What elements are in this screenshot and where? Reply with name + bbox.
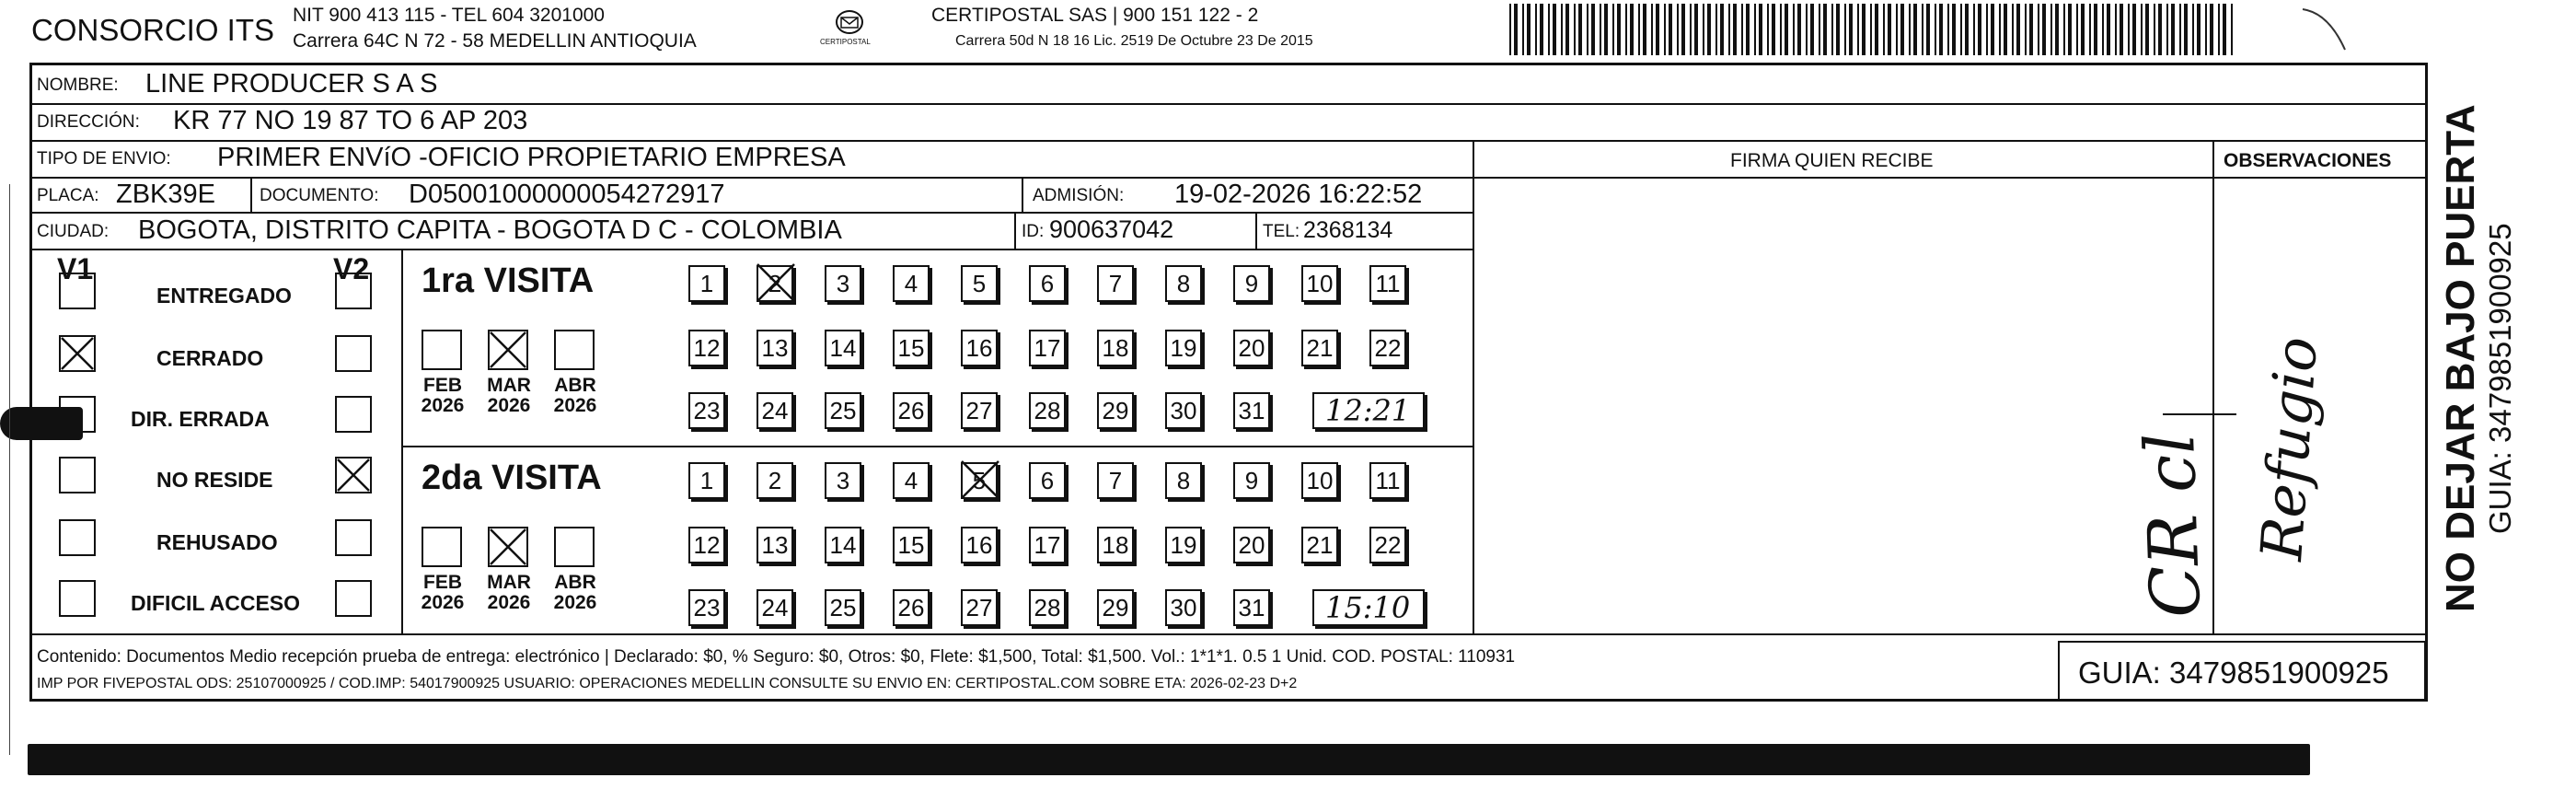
month-label — [410, 573, 475, 613]
day-box[interactable]: 15 — [893, 330, 930, 366]
corner-mark — [2301, 4, 2356, 59]
v2-check-mark — [335, 457, 372, 493]
day-box[interactable]: 31 — [1233, 589, 1270, 626]
month-year: 2026 — [553, 395, 597, 417]
day-box[interactable]: 25 — [825, 589, 861, 626]
nombre-value: LINE PRODUCER S A S — [145, 69, 438, 99]
month-label — [410, 376, 475, 416]
day-box[interactable]: 3 — [825, 462, 861, 499]
day-box[interactable]: 19 — [1165, 330, 1202, 366]
visit-title: 2da VISITA — [422, 459, 602, 497]
company-name: CONSORCIO ITS — [31, 13, 275, 47]
day-box[interactable]: 16 — [961, 527, 998, 563]
month-year: 2026 — [421, 395, 465, 417]
scan-edge-bottom — [28, 744, 2310, 775]
month-checkbox-feb[interactable] — [422, 527, 462, 567]
day-box[interactable]: 19 — [1165, 527, 1202, 563]
day-box[interactable]: 29 — [1097, 392, 1134, 429]
day-box[interactable]: 20 — [1233, 527, 1270, 563]
visit-time: 15:10 — [1325, 590, 1411, 625]
guia-box-text: GUIA: 3479851900925 — [2078, 656, 2389, 690]
day-box[interactable]: 2 — [757, 265, 793, 302]
day-box[interactable]: 10 — [1301, 265, 1338, 302]
day-box[interactable]: 9 — [1233, 462, 1270, 499]
month-name: FEB — [423, 375, 462, 396]
status-label: NO RESIDE — [156, 468, 273, 492]
day-box[interactable]: 22 — [1369, 527, 1406, 563]
day-box[interactable]: 16 — [961, 330, 998, 366]
v2-header: V2 — [333, 252, 370, 285]
v2-checkbox-1[interactable] — [335, 335, 372, 372]
day-check-mark — [755, 261, 797, 304]
day-box[interactable]: 22 — [1369, 330, 1406, 366]
day-box[interactable]: 18 — [1097, 330, 1134, 366]
month-checkbox-feb[interactable] — [422, 330, 462, 370]
observacion-handwriting — [2227, 276, 2328, 589]
barcode — [1509, 4, 2236, 55]
v1-checkbox-4[interactable] — [59, 519, 96, 556]
month-name: ABR — [554, 572, 596, 593]
placa-value: ZBK39E — [116, 180, 215, 209]
day-check-mark — [959, 459, 1001, 501]
admision-label: ADMISIÓN: — [1033, 186, 1125, 205]
status-label: CERRADO — [156, 346, 264, 370]
day-box[interactable]: 24 — [757, 392, 793, 429]
month-name: MAR — [487, 375, 531, 396]
company-address: Carrera 64C N 72 - 58 MEDELLIN ANTIOQUIA — [293, 30, 697, 52]
v1-header: V1 — [57, 252, 94, 285]
day-box[interactable]: 23 — [688, 589, 725, 626]
logo-text: CERTIPOSTAL — [820, 38, 871, 46]
day-box[interactable]: 25 — [825, 392, 861, 429]
day-box[interactable]: 5 — [961, 265, 998, 302]
day-box[interactable]: 29 — [1097, 589, 1134, 626]
status-label: REHUSADO — [156, 530, 278, 554]
day-box[interactable]: 8 — [1165, 265, 1202, 302]
footer-line2: IMP POR FIVEPOSTAL ODS: 25107000925 / COD.IMP: 54017900925 USUARIO: OPERACIONES MEDELLIN CONSULTE SU ENVIO EN: CERTIPOSTAL.COM SOBRE ETA: 2026-02-23 D+2 — [37, 676, 1298, 691]
day-box[interactable]: 31 — [1233, 392, 1270, 429]
day-box[interactable]: 13 — [757, 330, 793, 366]
scan-edge-left — [9, 184, 10, 755]
scan-edge-left-mark — [0, 407, 83, 440]
v1-checkbox-3[interactable] — [59, 457, 96, 493]
status-label: DIFICIL ACCESO — [131, 591, 301, 615]
placa-label: PLACA: — [37, 186, 99, 205]
month-label — [477, 376, 541, 416]
v1-checkbox-5[interactable] — [59, 580, 96, 617]
day-box[interactable]: 7 — [1097, 265, 1134, 302]
v1-check-mark — [59, 335, 96, 372]
day-box[interactable]: 24 — [757, 589, 793, 626]
day-box[interactable]: 27 — [961, 589, 998, 626]
month-label — [477, 573, 541, 613]
day-box[interactable]: 28 — [1029, 392, 1066, 429]
day-box[interactable]: 6 — [1029, 462, 1066, 499]
v2-checkbox-4[interactable] — [335, 519, 372, 556]
day-box[interactable]: 11 — [1369, 265, 1406, 302]
certipostal-line2: Carrera 50d N 18 16 Lic. 2519 De Octubre 23 De 2015 — [955, 33, 1313, 49]
firma-note-text: CR cl — [2135, 431, 2216, 620]
month-check-mark — [488, 527, 528, 567]
documento-value: D05001000000054272917 — [409, 180, 725, 209]
month-checkbox-abr[interactable] — [554, 330, 595, 370]
month-name: FEB — [423, 572, 462, 593]
footer-line1: Contenido: Documentos Medio recepción prueba de entrega: electrónico | Declarado: $0, % Seguro: $0, Otros: $0, Flete: $1,500, Total: $1,500. Vol.: 1*1*1. 0.5 1 Unid. COD. POSTAL: 110931 — [37, 647, 1516, 667]
status-label: DIR. ERRADA — [131, 407, 270, 431]
month-label — [543, 573, 607, 613]
day-box[interactable]: 5 — [961, 462, 998, 499]
month-year: 2026 — [487, 592, 531, 614]
visit-time: 12:21 — [1325, 393, 1411, 428]
observaciones-header: OBSERVACIONES — [2224, 150, 2392, 171]
day-box[interactable]: 2 — [757, 462, 793, 499]
day-box[interactable]: 26 — [893, 392, 930, 429]
day-box[interactable]: 26 — [893, 589, 930, 626]
v1-checkbox-0[interactable] — [59, 273, 96, 309]
day-box[interactable]: 14 — [825, 527, 861, 563]
v2-checkbox-0[interactable] — [335, 273, 372, 309]
observacion-note-text: Refugio — [2247, 334, 2328, 563]
day-box[interactable]: 21 — [1301, 527, 1338, 563]
tel-label: TEL: — [1263, 222, 1300, 241]
month-year: 2026 — [421, 592, 465, 614]
day-box[interactable]: 28 — [1029, 589, 1066, 626]
side-text — [2430, 92, 2531, 617]
nombre-label: NOMBRE: — [37, 75, 119, 95]
tipo-envio-value: PRIMER ENVíO -OFICIO PROPIETARIO EMPRESA — [217, 143, 846, 172]
day-box[interactable]: 30 — [1165, 392, 1202, 429]
day-box[interactable]: 8 — [1165, 462, 1202, 499]
day-box[interactable]: 11 — [1369, 462, 1406, 499]
certipostal-line1: CERTIPOSTAL SAS | 900 151 122 - 2 — [931, 5, 1259, 26]
day-box[interactable]: 7 — [1097, 462, 1134, 499]
firma-header: FIRMA QUIEN RECIBE — [1730, 150, 1934, 171]
status-label: ENTREGADO — [156, 284, 292, 308]
day-box[interactable]: 3 — [825, 265, 861, 302]
month-label — [543, 376, 607, 416]
month-name: MAR — [487, 572, 531, 593]
day-box[interactable]: 6 — [1029, 265, 1066, 302]
envelope-logo-icon — [817, 6, 882, 53]
v2-checkbox-2[interactable] — [335, 396, 372, 433]
day-box[interactable]: 4 — [893, 462, 930, 499]
day-box[interactable]: 15 — [893, 527, 930, 563]
day-box[interactable]: 1 — [688, 462, 725, 499]
side-guia: GUIA: 3479851900925 — [2483, 223, 2517, 534]
admision-value: 19-02-2026 16:22:52 — [1174, 180, 1423, 209]
day-box[interactable]: 12 — [688, 527, 725, 563]
day-box[interactable]: 10 — [1301, 462, 1338, 499]
month-checkbox-abr[interactable] — [554, 527, 595, 567]
day-box[interactable]: 27 — [961, 392, 998, 429]
day-box[interactable]: 20 — [1233, 330, 1270, 366]
visit-title: 1ra VISITA — [422, 261, 595, 300]
day-box[interactable]: 18 — [1097, 527, 1134, 563]
tel-value: 2368134 — [1303, 217, 1393, 243]
day-box[interactable]: 13 — [757, 527, 793, 563]
id-label: ID: — [1022, 222, 1045, 241]
day-box[interactable]: 17 — [1029, 330, 1066, 366]
month-name: ABR — [554, 375, 596, 396]
month-year: 2026 — [487, 395, 531, 417]
day-box[interactable]: 1 — [688, 265, 725, 302]
day-box[interactable]: 17 — [1029, 527, 1066, 563]
id-value: 900637042 — [1049, 215, 1174, 243]
direccion-label: DIRECCIÓN: — [37, 112, 140, 132]
day-box[interactable]: 21 — [1301, 330, 1338, 366]
no-dejar-warning: NO DEJAR BAJO PUERTA — [2438, 104, 2483, 612]
ciudad-label: CIUDAD: — [37, 222, 110, 241]
month-year: 2026 — [553, 592, 597, 614]
tipo-envio-label: TIPO DE ENVIO: — [37, 149, 171, 168]
day-box[interactable]: 23 — [688, 392, 725, 429]
documento-label: DOCUMENTO: — [260, 186, 379, 205]
certipostal-logo — [817, 6, 882, 53]
day-box[interactable]: 30 — [1165, 589, 1202, 626]
day-box[interactable]: 4 — [893, 265, 930, 302]
day-box[interactable]: 14 — [825, 330, 861, 366]
ciudad-value: BOGOTA, DISTRITO CAPITA - BOGOTA D C - COLOMBIA — [138, 215, 842, 245]
nit-line: NIT 900 413 115 - TEL 604 3201000 — [293, 5, 605, 26]
direccion-value: KR 77 NO 19 87 TO 6 AP 203 — [173, 106, 528, 135]
month-check-mark — [488, 330, 528, 370]
v2-checkbox-5[interactable] — [335, 580, 372, 617]
day-box[interactable]: 12 — [688, 330, 725, 366]
day-box[interactable]: 9 — [1233, 265, 1270, 302]
